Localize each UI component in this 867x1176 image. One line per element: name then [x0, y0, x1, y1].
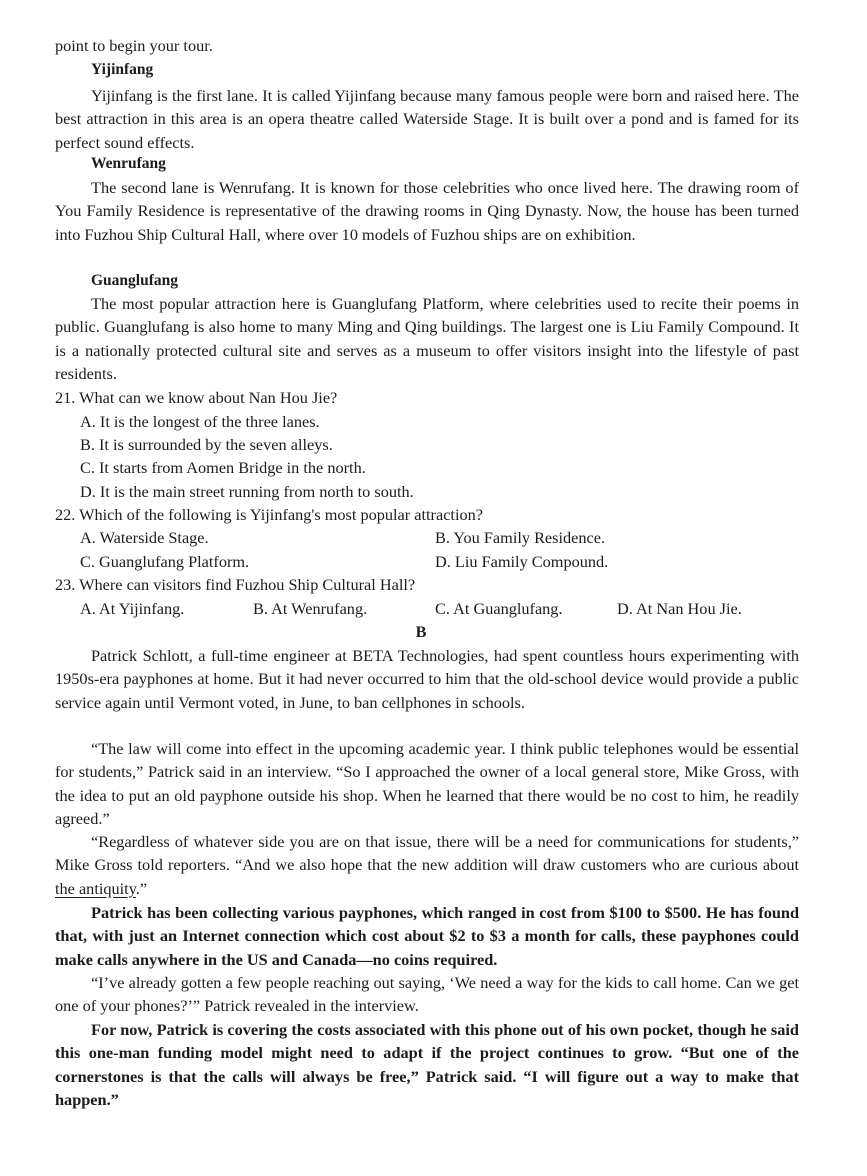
question-23-option-d: D. At Nan Hou Jie. [617, 599, 742, 618]
question-23-stem: 23. Where can visitors find Fuzhou Ship Cultural Hall? [55, 575, 416, 594]
question-21-option-c: C. It starts from Aomen Bridge in the north. [80, 458, 366, 477]
section-text-wenrufang: The second lane is Wenrufang. It is known for those celebrities who once lived here. The drawing room of You Family Residence is representative of the drawing rooms in Qing Dynasty. Now, the house has been turned into Fuzhou Ship Cultural Hall, where over 10 models of Fuzhou ships are on exhibition. [55, 178, 799, 244]
question-22-option-c: C. Guanglufang Platform. [80, 552, 250, 571]
passage-b-paragraph-1: Patrick Schlott, a full-time engineer at BETA Technologies, had spent countless hours experimenting with 1950s-era payphones at home. But it had never occurred to him that the old-school device would provide a public service again until Vermont voted, in June, to ban cellphones in schools. [55, 646, 799, 712]
question-21-option-b: B. It is surrounded by the seven alleys. [80, 435, 333, 454]
question-22-option-a: A. Waterside Stage. [80, 528, 209, 547]
question-22-stem: 22. Which of the following is Yijinfang's most popular attraction? [55, 505, 483, 524]
question-23-option-b: B. At Wenrufang. [253, 599, 368, 618]
question-21-option-d: D. It is the main street running from north to south. [80, 482, 414, 501]
underlined-phrase-the-antiquity: the antiquity [55, 878, 136, 898]
section-text-guanglufang: The most popular attraction here is Guanglufang Platform, where celebrities used to recite their poems in public. Guanglufang is also home to many Ming and Qing buildings. The largest one is Liu Family Compound. It is a nationally protected cultural site and serves as a museum to offer visitors insight into the lifestyle of past residents. [55, 294, 799, 384]
section-heading-yijinfang: Yijinfang [91, 61, 154, 78]
section-heading-wenrufang: Wenrufang [91, 155, 166, 172]
passage-b-label: B [415, 622, 427, 641]
paragraph-3-text-after: .” [135, 878, 148, 898]
passage-b-paragraph-3 [55, 830, 799, 900]
section-text-yijinfang: Yijinfang is the first lane. It is called Yijinfang because many famous people were born and raised here. The best attraction in this area is an opera theatre called Waterside Stage. It is built over a pond and is famed for its perfect sound effects. [55, 86, 799, 152]
question-21-stem: 21. What can we know about Nan Hou Jie? [55, 388, 338, 407]
paragraph-3-text-before: “Regardless of whatever side you are on that issue, there will be a need for communications for students,” Mike Gross told reporters. “And we also hope that the new addition will draw customers who are curious about [55, 832, 799, 875]
passage-b-paragraph-4: Patrick has been collecting various payphones, which ranged in cost from $100 to $500. He has found that, with just an Internet connection which cost about $2 to $3 a month for calls, these payphones could make calls anywhere in the US and Canada—no coins required. [55, 903, 799, 969]
passage-b-paragraph-5: “I’ve already gotten a few people reaching out saying, ‘We need a way for the kids to call home. Can we get one of your phones?’” Patrick revealed in the interview. [55, 973, 799, 1016]
passage-b-paragraph-2: “The law will come into effect in the upcoming academic year. I think public telephones would be essential for students,” Patrick said in an interview. “So I approached the owner of a local general store, Mike Gross, with the idea to put an old payphone outside his shop. When he learned that there would be no cost to him, he readily agreed.” [55, 739, 799, 829]
question-21-option-a: A. It is the longest of the three lanes. [80, 412, 320, 431]
intro-tail-text: point to begin your tour. [55, 36, 213, 55]
question-22-option-d: D. Liu Family Compound. [435, 552, 609, 571]
question-23-option-a: A. At Yijinfang. [80, 599, 185, 618]
section-heading-guanglufang: Guanglufang [91, 272, 179, 289]
passage-b-paragraph-6: For now, Patrick is covering the costs associated with this phone out of his own pocket, though he said this one-man funding model might need to adapt if the project continues to grow. “But one of the cornerstones is that the calls will always be free,” Patrick said. “I will figure out a way to make that happen.” [55, 1020, 799, 1110]
question-23-option-c: C. At Guanglufang. [435, 599, 563, 618]
question-22-option-b: B. You Family Residence. [435, 528, 606, 547]
